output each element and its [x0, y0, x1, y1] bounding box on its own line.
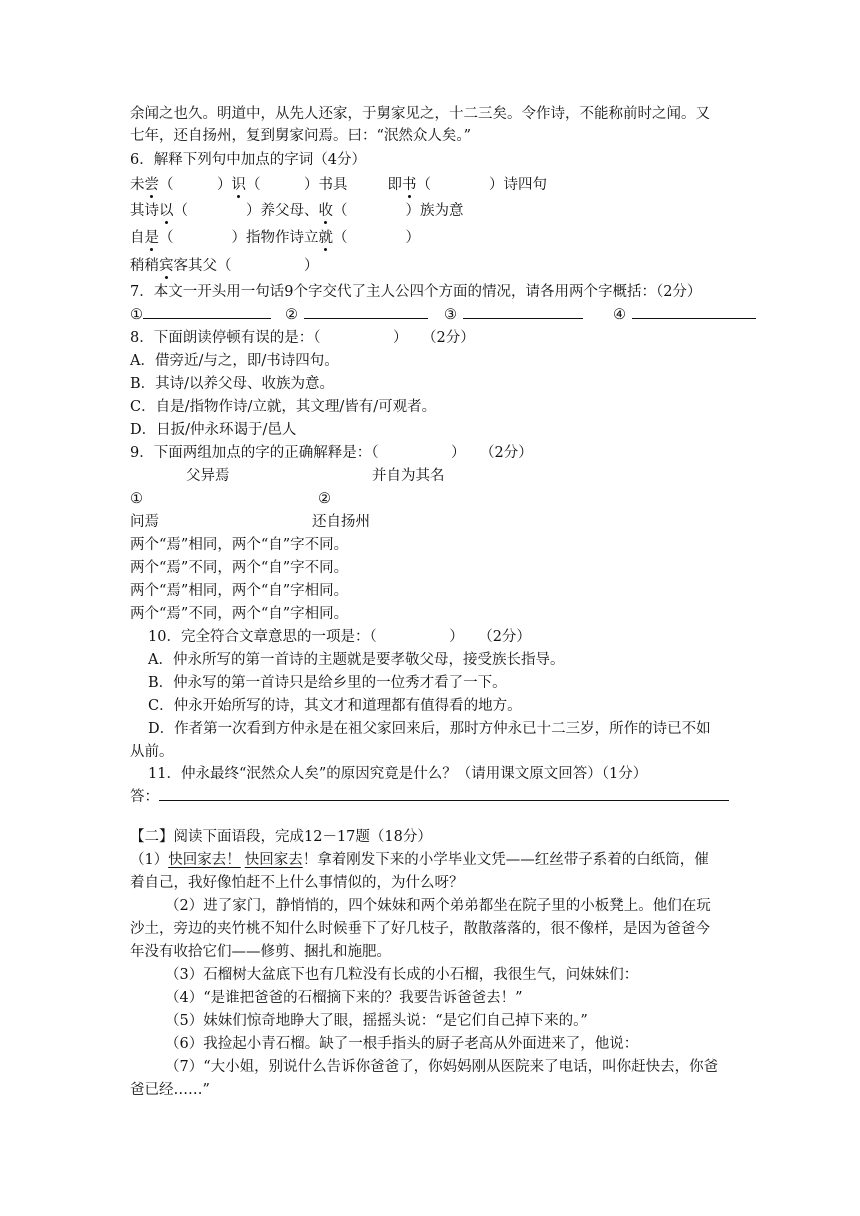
dotted-char: 是 — [144, 230, 159, 246]
dotted-char: 就 — [318, 230, 333, 246]
text: 其诗 — [130, 203, 159, 219]
paragraph-2: （2）进了家门，静悄悄的，四个妹妹和两个弟弟都坐在院子里的小板凳上。他们在玩 — [165, 898, 711, 914]
text: （1） — [130, 852, 169, 868]
paragraph-7: （7）“大小姐，别说什么告诉你爸爸了，你妈妈刚从医院来了电话，叫你赶快去，你爸 — [165, 1059, 719, 1075]
paragraph-5: （5）妹妹们惊奇地睁大了眼，摇摇头说：“是它们自己掉下来的。” — [165, 1013, 588, 1029]
question-6-title: 6．解释下列句中加点的字词（4分） — [130, 152, 366, 168]
question-10-option-d-cont: 从前。 — [130, 744, 174, 760]
marker: ② — [285, 307, 298, 323]
question-7-title: 7．本文一开头用一句话9个字交代了主人公四个方面的情况，请各用两个字概括：（2分） — [130, 284, 702, 300]
question-8-title: 8．下面朗读停顿有误的是：（ ） （2分） — [130, 330, 475, 346]
text: 即 — [387, 177, 402, 193]
answer-blank[interactable]: （ ） — [159, 177, 232, 193]
question-8-option-c: C．自是/指物作诗/立就，其文理/皆有/可观者。 — [130, 399, 437, 415]
underlined-text: 快回家去 — [244, 852, 303, 868]
question-9-option-1: 两个“焉”相同，两个“自”字不同。 — [130, 537, 349, 553]
question-10-option-c: C．仲永开始所写的诗，其文才和道理都有值得看的地方。 — [148, 698, 522, 714]
question-7-blanks — [130, 304, 756, 325]
answer-line-2[interactable] — [304, 304, 428, 319]
answer-line-1[interactable] — [143, 304, 271, 319]
answer-blank[interactable]: （ ）指物作诗立 — [159, 230, 319, 246]
underlined-text: 快回家去！ — [168, 852, 241, 868]
question-8-option-d: D．日扳/仲永环谒于/邑人 — [130, 422, 297, 438]
question-9-group-1-bottom: 问焉 — [130, 514, 159, 530]
question-6-row-2 — [130, 201, 464, 221]
dotted-char: 收 — [318, 203, 333, 219]
paragraph-1-cont: 着自己，我好像怕赶不上什么事情似的，为什么呀？ — [130, 875, 464, 891]
paragraph-7-cont: 爸已经……” — [130, 1082, 210, 1098]
text: 自 — [130, 230, 145, 246]
marker: ① — [130, 307, 143, 323]
text: 稍稍 — [130, 258, 159, 274]
question-6-row-3 — [130, 228, 420, 248]
question-9-group-2-number: ② — [318, 491, 331, 507]
question-9-option-2: 两个“焉”不同，两个“自”字不同。 — [130, 560, 349, 576]
answer-blank[interactable]: （ ）养父母、 — [173, 203, 319, 219]
question-10-option-a: A．仲永所写的第一首诗的主题就是要孝敬父母，接受族长指导。 — [148, 652, 565, 668]
answer-blank[interactable]: （ ）书具 — [246, 177, 348, 193]
paragraph-1 — [130, 850, 709, 870]
passage-line: 七年，还自扬州，复到舅家问焉。曰：“泯然众人矣。” — [130, 128, 472, 144]
question-6-row-4 — [130, 256, 319, 276]
question-10-option-d: D．作者第一次看到方仲永是在祖父家回来后，那时方仲永已十二三岁，所作的诗已不如 — [148, 721, 711, 737]
dotted-char: 以 — [159, 203, 174, 219]
answer-blank[interactable]: （ ） — [333, 230, 420, 246]
text: ！拿着刚发下来的小学毕业文凭——红丝带子系着的白纸筒，催 — [302, 852, 709, 868]
answer-blank[interactable]: 客其父（ ） — [173, 258, 319, 274]
answer-line-4[interactable] — [632, 304, 756, 319]
dotted-char: 尝 — [144, 177, 159, 193]
passage-line: 余闻之也久。明道中，从先人还家，于舅家见之，十二三矣。令作诗，不能称前时之闻。又 — [130, 106, 710, 122]
question-9-option-3: 两个“焉”相同，两个“自”字相同。 — [130, 583, 349, 599]
question-8-option-b: B．其诗/以养父母、收族为意。 — [130, 376, 335, 392]
question-11-answer — [130, 786, 729, 807]
paragraph-3: （3）石榴树大盆底下也有几粒没有长成的小石榴，我很生气，问妹妹们： — [165, 967, 639, 983]
question-6-row-1 — [130, 175, 547, 195]
question-8-option-a: A．借旁近/与之，即/书诗四句。 — [130, 353, 339, 369]
answer-line[interactable] — [159, 786, 729, 801]
paragraph-4: （4）“是谁把爸爸的石榴摘下来的？我要告诉爸爸去！” — [165, 990, 523, 1006]
question-10-title: 10．完全符合文章意思的一项是：（ ） （2分） — [148, 629, 531, 645]
question-9-group-2-top: 并自为其名 — [372, 468, 445, 484]
marker: ③ — [444, 307, 457, 323]
question-9-group-1-number: ① — [130, 491, 143, 507]
question-11-title: 11．仲永最终“泯然众人矣”的原因究竟是什么？（请用课文原文回答）（1分） — [148, 766, 648, 782]
answer-blank[interactable]: （ ）族为意 — [333, 203, 464, 219]
answer-label: 答： — [130, 789, 159, 805]
dotted-char: 宾 — [159, 258, 174, 274]
section-2-title: 【二】阅读下面语段，完成12－17题（18分） — [130, 829, 432, 845]
question-10-option-b: B．仲永写的第一首诗只是给乡里的一位秀才看了一下。 — [148, 675, 507, 691]
text: 未 — [130, 177, 145, 193]
paragraph-2-cont: 沙土，旁边的夹竹桃不知什么时候垂下了好几枝子，散散落落的，很不像样，是因为爸爸今 — [130, 921, 710, 937]
paragraph-6: （6）我捡起小青石榴。缺了一根手指头的厨子老高从外面进来了，他说： — [165, 1036, 639, 1052]
paragraph-2-cont: 年没有收拾它们——修剪、捆扎和施肥。 — [130, 944, 391, 960]
question-9-group-2-bottom: 还自扬州 — [312, 514, 370, 530]
dotted-char: 识 — [231, 177, 246, 193]
question-9-option-4: 两个“焉”不同，两个“自”字相同。 — [130, 606, 349, 622]
answer-blank[interactable]: （ ）诗四句 — [416, 177, 547, 193]
dotted-char: 书 — [402, 177, 417, 193]
question-9-group-1-top: 父异焉 — [186, 468, 230, 484]
question-9-title: 9．下面两组加点的字的正确解释是：（ ） （2分） — [130, 445, 533, 461]
answer-line-3[interactable] — [463, 304, 583, 319]
marker: ④ — [613, 307, 626, 323]
